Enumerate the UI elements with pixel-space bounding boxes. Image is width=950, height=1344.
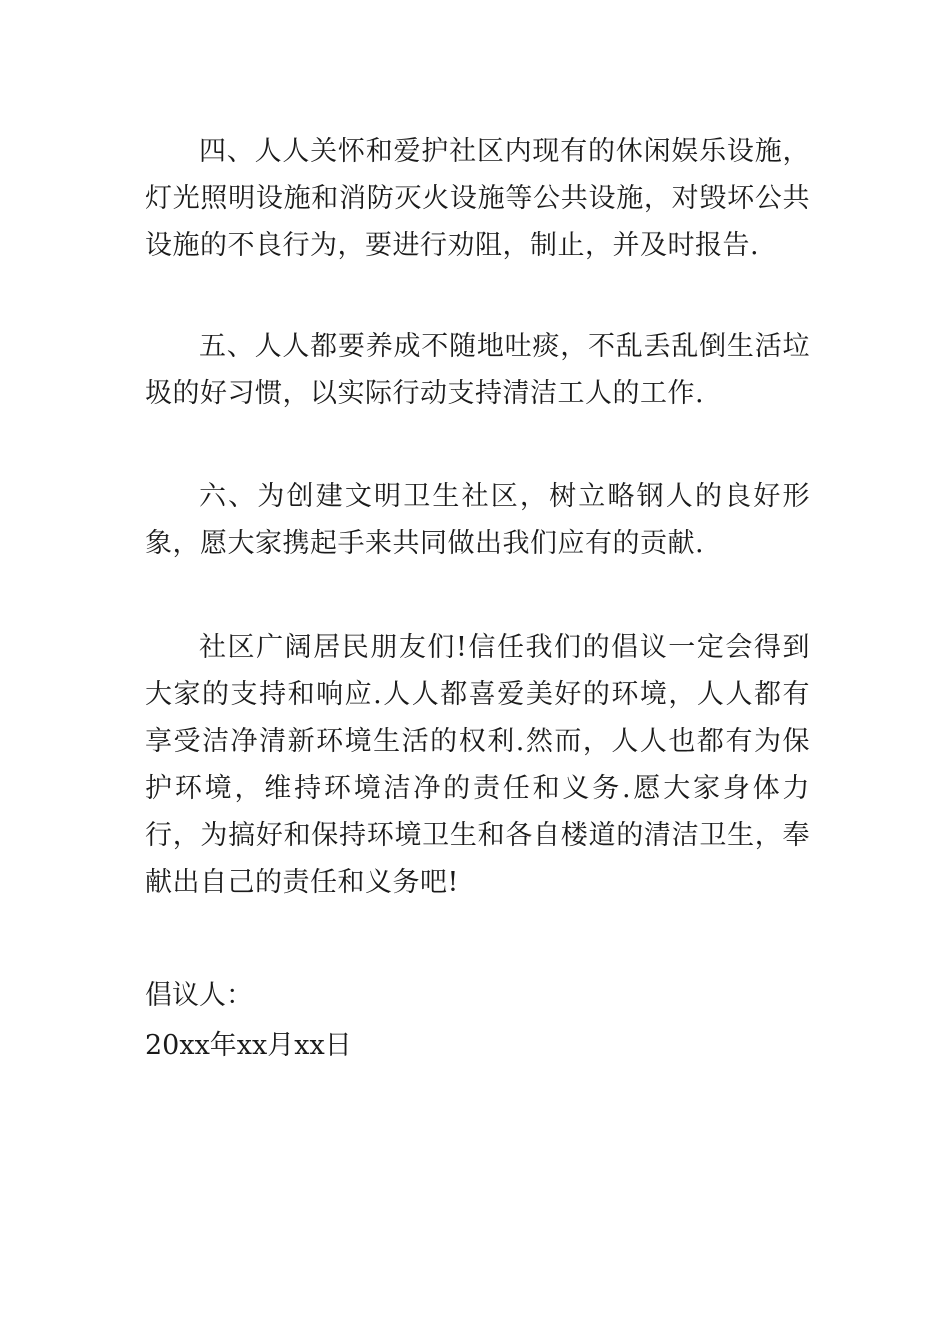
paragraph-item-six: 六、为创建文明卫生社区，树立略钢人的良好形象，愿大家携起手来共同做出我们应有的贡献. xyxy=(145,481,810,559)
document-date: 20xx年xx月xx日 xyxy=(145,1030,352,1061)
paragraph-item-five: 五、人人都要养成不随地吐痰，不乱丢乱倒生活垃圾的好习惯，以实际行动支持清洁工人的工作. xyxy=(145,331,810,409)
paragraph-item-four: 四、人人关怀和爱护社区内现有的休闲娱乐设施，灯光照明设施和消防灭火设施等公共设施，对毁坏公共设施的不良行为，要进行劝阻，制止，并及时报告. xyxy=(145,136,810,261)
paragraph-closing-appeal: 社区广阔居民朋友们!信任我们的倡议一定会得到大家的支持和响应.人人都喜爱美好的环境，人人都有享受洁净清新环境生活的权利.然而，人人也都有为保护环境，维持环境洁净的责任和义务.愿大家身体力行，为搞好和保持环境卫生和各自楼道的清洁卫生，奉献出自己的责任和义务吧! xyxy=(145,632,810,898)
signer-label: 倡议人： xyxy=(145,980,253,1011)
